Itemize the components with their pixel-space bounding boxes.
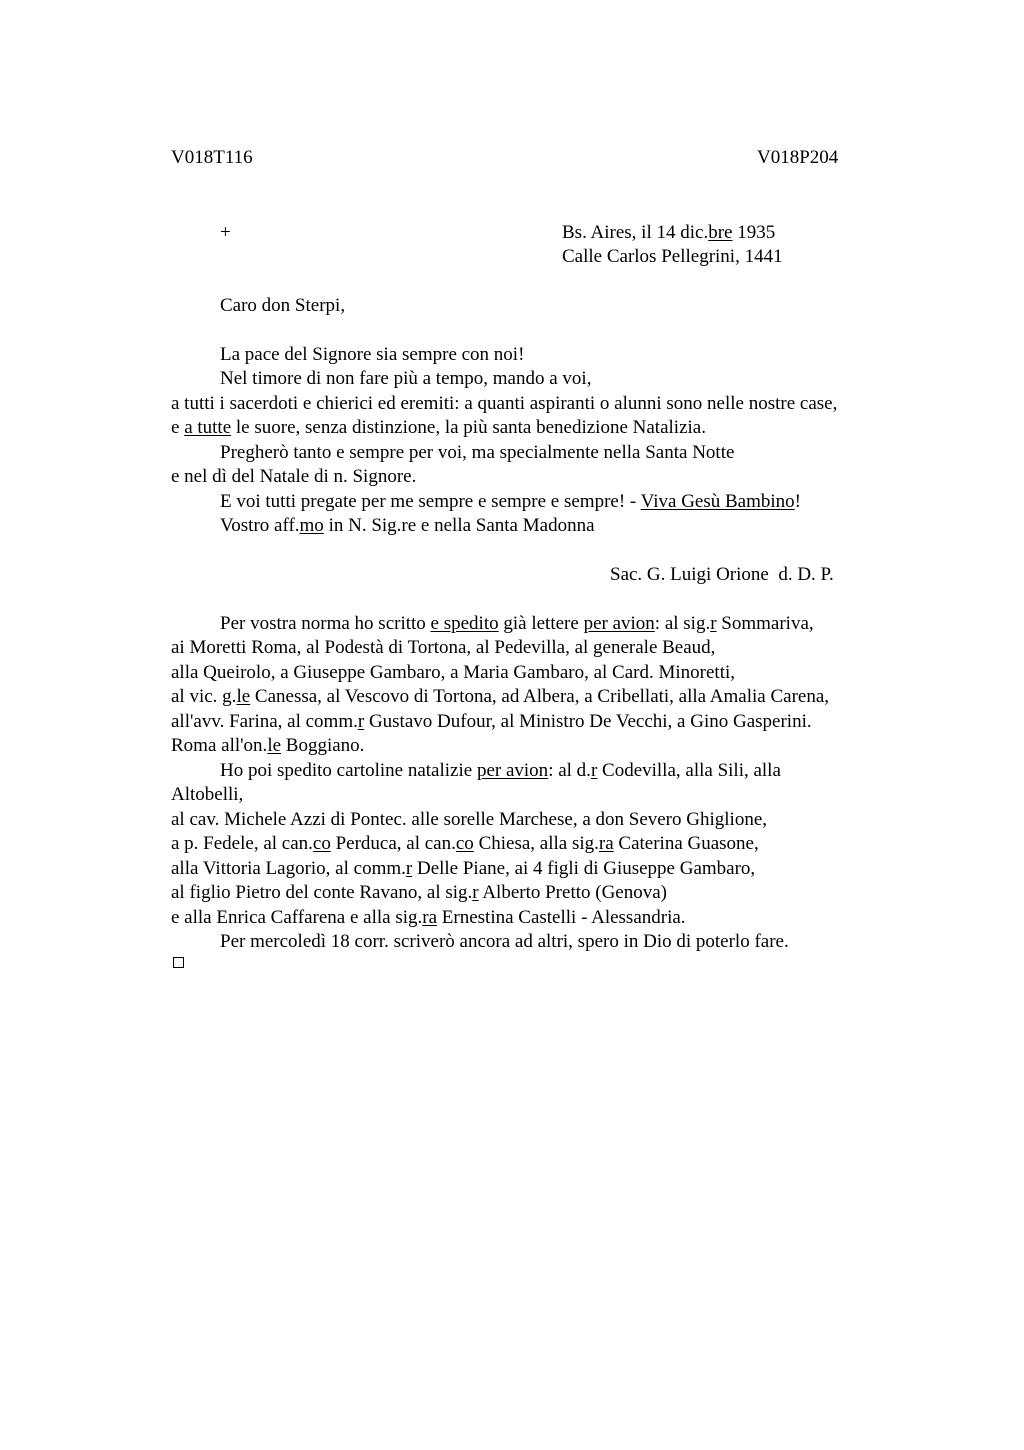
postscript-line: alla Queirolo, a Giuseppe Gambaro, a Maria Gambaro, al Card. Minoretti, [171,662,736,683]
postscript-line: ai Moretti Roma, al Podestà di Tortona, al Pedevilla, al generale Beaud, [171,637,716,658]
postscript-line: Altobelli, [171,784,244,805]
document-code-left: V018T116 [171,147,253,168]
cross-mark: + [220,222,231,243]
salutation: Caro don Sterpi, [220,295,346,316]
postscript-line: a p. Fedele, al can.co Perduca, al can.co Chiesa, alla sig.ra Caterina Guasone, [171,833,759,854]
document-code-right: V018P204 [757,147,839,168]
postscript-line: alla Vittoria Lagorio, al comm.r Delle Piane, ai 4 figli di Giuseppe Gambaro, [171,858,756,879]
letter-address: Calle Carlos Pellegrini, 1441 [562,246,783,267]
body-line: Nel timore di non fare più a tempo, mando a voi, [220,368,592,389]
end-of-document-box-icon [173,957,184,968]
body-line: e nel dì del Natale di n. Signore. [171,466,417,487]
postscript-line: al figlio Pietro del conte Ravano, al sig.r Alberto Pretto (Genova) [171,882,667,903]
postscript-line: Per vostra norma ho scritto e spedito già lettere per avion: al sig.r Sommariva, [220,613,814,634]
postscript-line: al cav. Michele Azzi di Pontec. alle sorelle Marchese, a don Severo Ghiglione, [171,809,768,830]
body-line: e a tutte le suore, senza distinzione, la più santa benedizione Natalizia. [171,417,706,438]
closing-line: Vostro aff.mo in N. Sig.re e nella Santa Madonna [220,515,595,536]
postscript-line: Roma all'on.le Boggiano. [171,735,365,756]
postscript-line: Ho poi spedito cartoline natalizie per avion: al d.r Codevilla, alla Sili, alla [220,760,781,781]
postscript-line: Per mercoledì 18 corr. scriverò ancora ad altri, spero in Dio di poterlo fare. [220,931,789,952]
letter-date: Bs. Aires, il 14 dic.bre 1935 [562,222,776,243]
body-line: E voi tutti pregate per me sempre e sempre e sempre! - Viva Gesù Bambino! [220,491,801,512]
signature: Sac. G. Luigi Orione d. D. P. [610,564,834,585]
body-line: Pregherò tanto e sempre per voi, ma specialmente nella Santa Notte [220,442,735,463]
body-line: a tutti i sacerdoti e chierici ed eremiti: a quanti aspiranti o alunni sono nelle nostre case, [171,393,838,414]
postscript-line: al vic. g.le Canessa, al Vescovo di Tortona, ad Albera, a Cribellati, alla Amalia Carena, [171,686,830,707]
postscript-line: e alla Enrica Caffarena e alla sig.ra Ernestina Castelli - Alessandria. [171,907,686,928]
body-line: La pace del Signore sia sempre con noi! [220,344,525,365]
postscript-line: all'avv. Farina, al comm.r Gustavo Dufour, al Ministro De Vecchi, a Gino Gasperini. [171,711,812,732]
